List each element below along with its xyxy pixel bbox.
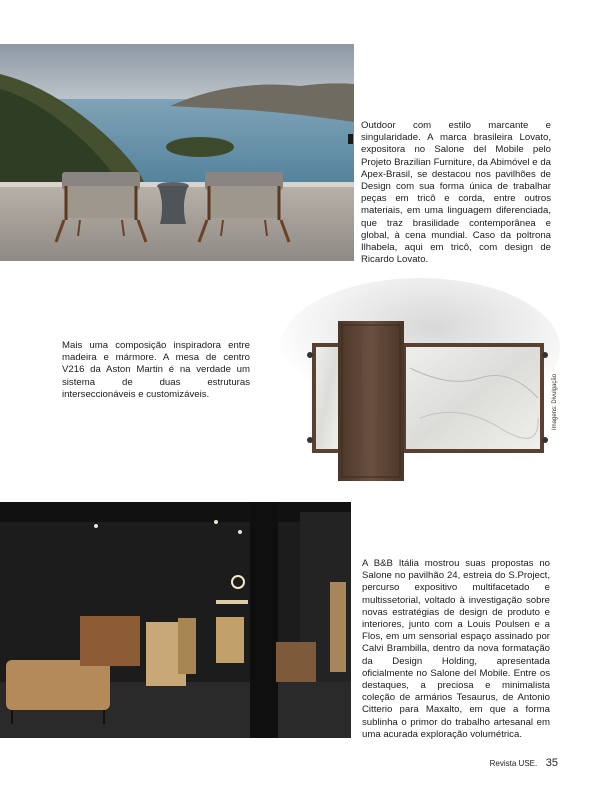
bb-italia-paragraph: A B&B Itália mostrou suas propostas no Salone no pavilhão 24, estreia do S.Project, percurso expositivo multifacetado e multissetorial, voltado à investigação sobre novas estratégias de design de produto e interiores, junto com a Louis Poulsen e a Flos, em um sensorial espaço assinado por Calvi Brambilla, dentro da nova formatação da Design Holding, apresentada oficialmente no Salone del Mobile. Entre os destaques, a preciosa e minimalista coleção de armários Tesaurus, de Antonio Citterio para Maxalto, em que a forma sublinha o primor do trabalho artesanal em uma acurada exploração volumétrica. [362,558,550,740]
page-number: 35 [545,757,558,769]
showroom-photo [0,502,351,738]
coffee-table-paragraph: Mais uma composição inspiradora entre madeira e mármore. A mesa de centro V216 da Aston Martin é na verdade um sistema de duas estruturas interseccionáveis e customizáveis. [62,340,250,400]
image-credit: Imagens: Divulgação [552,373,558,430]
outdoor-chairs-photo [0,44,354,261]
coffee-table-photo [270,268,560,498]
accent-marker [348,134,353,144]
page-footer [490,757,558,769]
outdoor-paragraph: Outdoor com estilo marcante e singularidade. A marca brasileira Lovato, expositora no Salone del Mobile pelo Projeto Brazilian Furniture, da Abimóvel e da Apex-Brasil, se destacou nos pavilhões de Design com sua forma única de trabalhar peças em tricô e corda, entre outros materiais, em uma linguagem diferenciada, que traz brasilidade contemporânea e global, à cena mundial. Caso da poltrona Ilhabela, aqui em tricô, com design de Ricardo Lovato. [361,120,551,266]
magazine-name: Revista USE. [489,759,538,768]
